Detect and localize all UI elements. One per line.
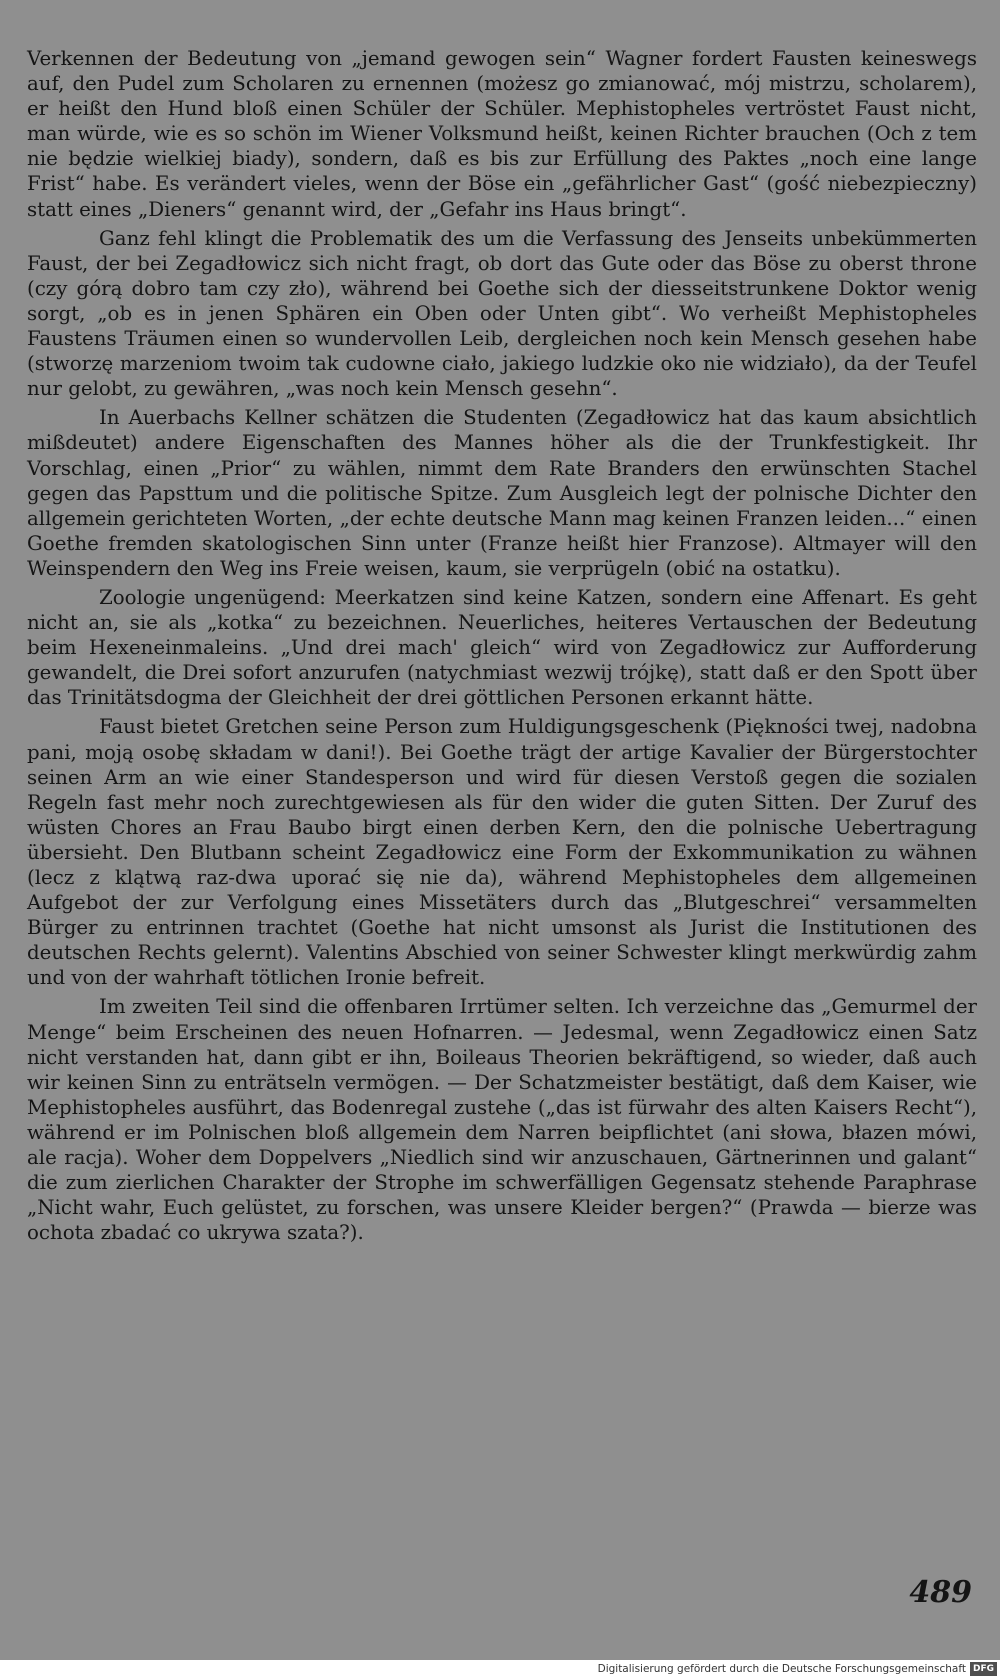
paragraph: Ganz fehl klingt die Problematik des um die Verfassung des Jenseits unbekümmerten Faust, der bei Zegadłowicz sich nicht fragt, ob dort das Gute oder das Böse zu oberst throne (czy górą dobro tam czy zło), während bei Goethe sich der diesseitstrunkene Doktor wenig sorgt, „ob es in jenen Sphären ein Oben oder Unten gibt“. Wo verheißt Mephistopheles Faustens Träumen einen so wundervollen Leib, dergleichen noch kein Mensch gesehen habe (stworzę marzeniom twoim tak cudowne ciało, jakiego ludzkie oko nie widziało), da der Teufel nur gelobt, zu gewähren, „was noch kein Mensch gesehn“. bbox=[27, 226, 977, 401]
footer-bar bbox=[0, 1660, 1000, 1679]
paragraph: Verkennen der Bedeutung von „jemand gewogen sein“ Wagner fordert Fausten keineswegs auf, den Pudel zum Scholaren zu ernennen (możesz go zmianować, mój mistrzu, scholarem), er heißt den Hund bloß einen Schüler der Schüler. Mephistopheles vertröstet Faust nicht, man würde, wie es so schön im Wiener Volksmund heißt, keinen Richter brauchen (Och z tem nie będzie wielkiej biady), sondern, daß es bis zur Erfüllung des Paktes „noch eine lange Frist“ habe. Es verändert vieles, wenn der Böse ein „gefährlicher Gast“ (gość niebezpieczny) statt eines „Dieners“ genannt wird, der „Gefahr ins Haus bringt“. bbox=[27, 47, 977, 221]
page-number: 489 bbox=[909, 1575, 972, 1610]
body-text bbox=[27, 46, 977, 1245]
dfg-logo: DFG bbox=[970, 1662, 997, 1676]
paragraph: Im zweiten Teil sind die offenbaren Irrtümer selten. Ich verzeichne das „Gemurmel der Menge“ beim Erscheinen des neuen Hofnarren. — Jedesmal, wenn Zegadłowicz einen Satz nicht verstanden hat, dann gibt er ihn, Boileaus Theorien bekräftigend, so wieder, daß auch wir keinen Sinn zu enträtseln vermögen. — Der Schatzmeister bestätigt, daß dem Kaiser, wie Mephistopheles ausführt, das Bodenregal zustehe („das ist fürwahr des alten Kaisers Recht“), während er im Polnischen bloß allgemein dem Narren beipflichtet (ani słowa, błazen mówi, ale racja). Woher dem Doppelvers „Niedlich sind wir anzuschauen, Gärtnerinnen und galant“ die zum zierlichen Charakter der Strophe im schwerfälligen Gegensatz stehende Paraphrase „Nicht wahr, Euch gelüstet, zu forschen, was unsere Kleider bergen?“ (Prawda — bierze was ochota zbadać co ukrywa szata?). bbox=[27, 995, 977, 1245]
paragraph: Faust bietet Gretchen seine Person zum Huldigungsgeschenk (Piękności twej, nadobna pani, moją osobę składam w dani!). Bei Goethe trägt der artige Kavalier der Bürgerstochter seinen Arm an wie einer Standesperson und wird für diesen Verstoß gegen die sozialen Regeln fast mehr noch zurechtgewiesen als für den wider die guten Sitten. Der Zuruf des wüsten Chores an Frau Baubo birgt einen derben Kern, den die polnische Uebertragung übersieht. Den Blutbann scheint Zegadłowicz eine Form der Exkommunikation zu wähnen (lecz z klątwą raz-dwa uporać się nie da), während Mephistopheles dem allgemeinen Aufgebot der zur Verfolgung eines Missetäters durch das „Blutgeschrei“ versammelten Bürger zu entrinnen trachtet (Goethe hat nicht umsonst als Jurist die Institutionen des deutschen Rechts gelernt). Valentins Abschied von seiner Schwester klingt merkwürdig zahm und von der wahrhaft tötlichen Ironie befreit. bbox=[27, 715, 977, 990]
paragraph: Zoologie ungenügend: Meerkatzen sind keine Katzen, sondern eine Affenart. Es geht nicht an, sie als „kotka“ zu bezeichnen. Neuerliches, heiteres Vertauschen der Bedeutung beim Hexeneinmaleins. „Und drei mach' gleich“ wird von Zegadłowicz zur Aufforderung gewandelt, die Drei sofort anzurufen (natychmiast wezwij trójkę), statt daß er den Spott über das Trinitätsdogma der Gleichheit der drei göttlichen Personen erkannt hätte. bbox=[27, 585, 977, 710]
digitization-credit: Digitalisierung gefördert durch die Deutsche Forschungsgemeinschaft bbox=[597, 1663, 966, 1675]
paragraph: In Auerbachs Kellner schätzen die Studenten (Zegadłowicz hat das kaum absichtlich mißdeutet) andere Eigenschaften des Mannes höher als die der Trunkfestigkeit. Ihr Vorschlag, einen „Prior“ zu wählen, nimmt dem Rate Branders den erwünschten Stachel gegen das Papsttum und die politische Spitze. Zum Ausgleich legt der polnische Dichter den allgemein gerichteten Worten, „der echte deutsche Mann mag keinen Franzen leiden...“ einen Goethe fremden skatologischen Sinn unter (Franze heißt hier Franzose). Altmayer will den Weinspendern den Weg ins Freie weisen, kaum, sie verprügeln (obić na ostatku). bbox=[27, 406, 977, 580]
